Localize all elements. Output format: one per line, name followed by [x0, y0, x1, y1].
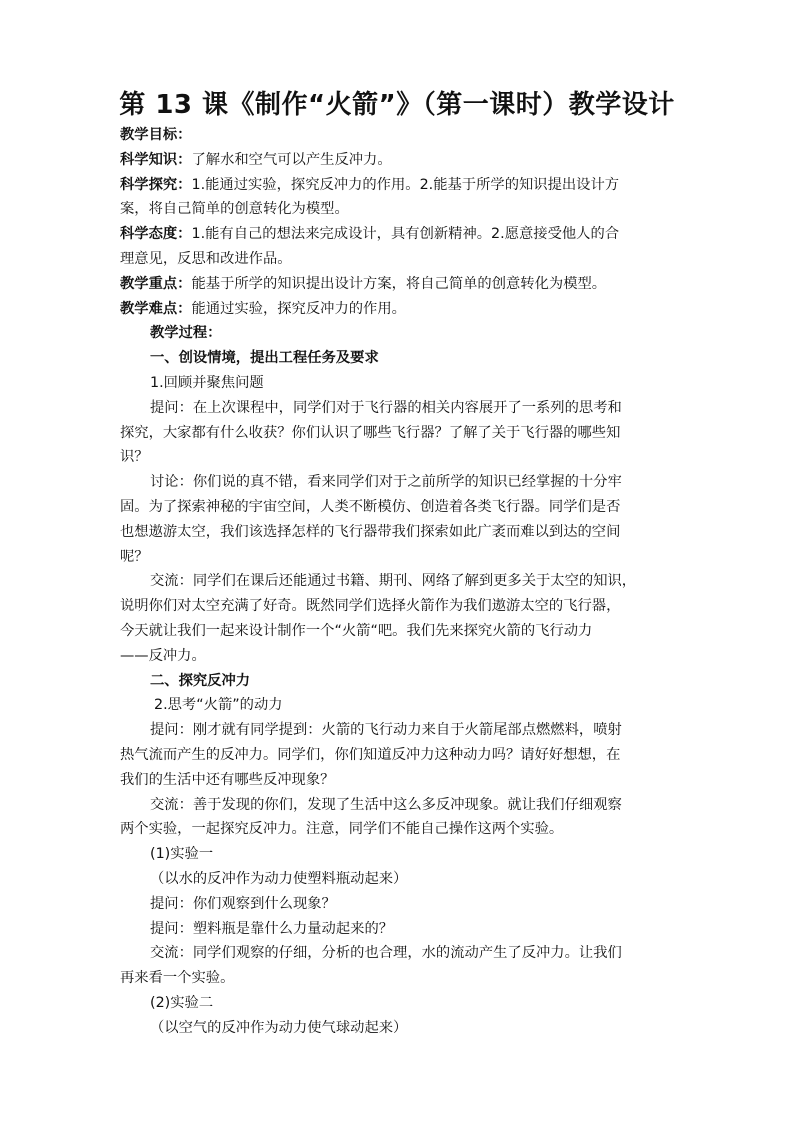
- paragraph-line: [120, 421, 675, 446]
- line-text: 交流：善于发现的你们，发现了生活中这么多反冲现象。就让我们仔细观察: [150, 796, 622, 813]
- paragraph-line: [120, 520, 675, 545]
- line-text: 2.思考“火箭”的动力: [154, 697, 283, 714]
- line-label: 教学重点：: [120, 275, 192, 292]
- paragraph-line: [120, 644, 675, 669]
- line-text: 提问：在上次课程中，同学们对于飞行器的相关内容展开了一系列的思考和: [150, 399, 622, 416]
- paragraph-line: [120, 297, 675, 322]
- line-label: 教学难点：: [120, 300, 192, 317]
- paragraph-line: [120, 619, 675, 644]
- line-text: 今天就让我们一起来设计制作一个“火箭“吧。我们先来探究火箭的飞行动力: [120, 622, 593, 639]
- line-text: 呢？: [120, 548, 149, 565]
- line-text: 也想遨游太空，我们该选择怎样的飞行器带我们探索如此广袤而难以到达的空间: [120, 523, 621, 540]
- line-label: 一、创设情境，提出工程任务及要求: [150, 350, 379, 367]
- line-text: ——反冲力。: [120, 647, 206, 664]
- paragraph-line: [120, 197, 675, 222]
- paragraph-line: [120, 768, 675, 793]
- paragraph-line: [120, 966, 675, 991]
- paragraph-line: [120, 321, 675, 346]
- line-text: （以空气的反冲作为动力使气球动起来）: [150, 1019, 408, 1036]
- paragraph-line: [120, 148, 675, 173]
- paragraph-line: [120, 495, 675, 520]
- paragraph-line: [120, 222, 675, 247]
- line-text: 理意见，反思和改进作品。: [120, 250, 292, 267]
- line-text: (2)实验二: [150, 994, 214, 1011]
- line-text: 1.能有自己的想法来完成设计，具有创新精神。2.愿意接受他人的合: [191, 226, 620, 243]
- paragraph-line: [120, 669, 675, 694]
- paragraph-line: [120, 470, 675, 495]
- line-text: 交流：同学们观察的仔细，分析的也合理，水的流动产生了反冲力。让我们: [150, 945, 622, 962]
- line-label: 科学探究：: [120, 176, 192, 193]
- paragraph-line: [120, 817, 675, 842]
- document-title: 第 13 课《制作“火箭”》（第一课时）教学设计: [119, 90, 675, 120]
- line-text: 能通过实验，探究反冲力的作用。: [191, 300, 406, 317]
- line-label: 二、探究反冲力: [150, 672, 251, 689]
- paragraph-line: [120, 991, 675, 1016]
- line-text: （以水的反冲作为动力使塑料瓶动起来）: [150, 870, 408, 887]
- paragraph-line: [120, 545, 675, 570]
- line-text: 固。为了探索神秘的宇宙空间，人类不断模仿、创造着各类飞行器。同学们是否: [120, 498, 621, 515]
- paragraph-line: [120, 569, 675, 594]
- line-label: 教学过程：: [150, 325, 222, 342]
- line-text: 说明你们对太空充满了好奇。既然同学们选择火箭作为我们遨游太空的飞行器，: [120, 598, 621, 615]
- paragraph-line: [120, 867, 675, 892]
- paragraph-line: [120, 793, 675, 818]
- paragraph-line: [120, 1016, 675, 1041]
- line-text: 热气流而产生的反冲力。同学们，你们知道反冲力这种动力吗？请好好想想，在: [120, 746, 621, 763]
- line-text: (1)实验一: [150, 846, 214, 863]
- document-body: [120, 123, 675, 1040]
- paragraph-line: [120, 173, 675, 198]
- line-text: 能基于所学的知识提出设计方案，将自己简单的创意转化为模型。: [191, 275, 607, 292]
- paragraph-line: [120, 842, 675, 867]
- line-text: 提问：你们观察到什么现象？: [150, 895, 336, 912]
- paragraph-line: [120, 123, 675, 148]
- line-text: 再来看一个实验。: [120, 970, 235, 987]
- line-label: 科学知识：: [120, 151, 192, 168]
- line-text: 1.回顾并聚焦问题: [150, 374, 264, 391]
- paragraph-line: [120, 272, 675, 297]
- line-label: 教学目标：: [120, 127, 192, 143]
- line-text: 提问：刚才就有同学提到：火箭的飞行动力来自于火箭尾部点燃燃料，喷射: [150, 722, 622, 739]
- line-text: 探究，大家都有什么收获？你们认识了哪些飞行器？了解了关于飞行器的哪些知: [120, 424, 621, 441]
- paragraph-line: [120, 445, 675, 470]
- line-text: 识？: [120, 449, 149, 466]
- line-text: 案，将自己简单的创意转化为模型。: [120, 201, 349, 218]
- line-label: 科学态度：: [120, 226, 192, 243]
- paragraph-line: [120, 941, 675, 966]
- line-text: 我们的生活中还有哪些反冲现象？: [120, 771, 335, 788]
- line-text: 1.能通过实验，探究反冲力的作用。2.能基于所学的知识提出设计方: [191, 176, 620, 193]
- line-text: 交流：同学们在课后还能通过书籍、期刊、网络了解到更多关于太空的知识，: [150, 573, 637, 590]
- paragraph-line: [120, 346, 675, 371]
- paragraph-line: [120, 693, 675, 718]
- paragraph-line: [120, 594, 675, 619]
- paragraph-line: [120, 371, 675, 396]
- paragraph-line: [120, 396, 675, 421]
- line-text: 讨论：你们说的真不错，看来同学们对于之前所学的知识已经掌握的十分牢: [150, 474, 622, 491]
- paragraph-line: [120, 892, 675, 917]
- paragraph-line: [120, 718, 675, 743]
- line-text: 提问：塑料瓶是靠什么力量动起来的？: [150, 920, 394, 937]
- line-text: 两个实验，一起探究反冲力。注意，同学们不能自己操作这两个实验。: [120, 821, 564, 838]
- paragraph-line: [120, 743, 675, 768]
- line-text: 了解水和空气可以产生反冲力。: [191, 151, 392, 168]
- paragraph-line: [120, 247, 675, 272]
- paragraph-line: [120, 917, 675, 942]
